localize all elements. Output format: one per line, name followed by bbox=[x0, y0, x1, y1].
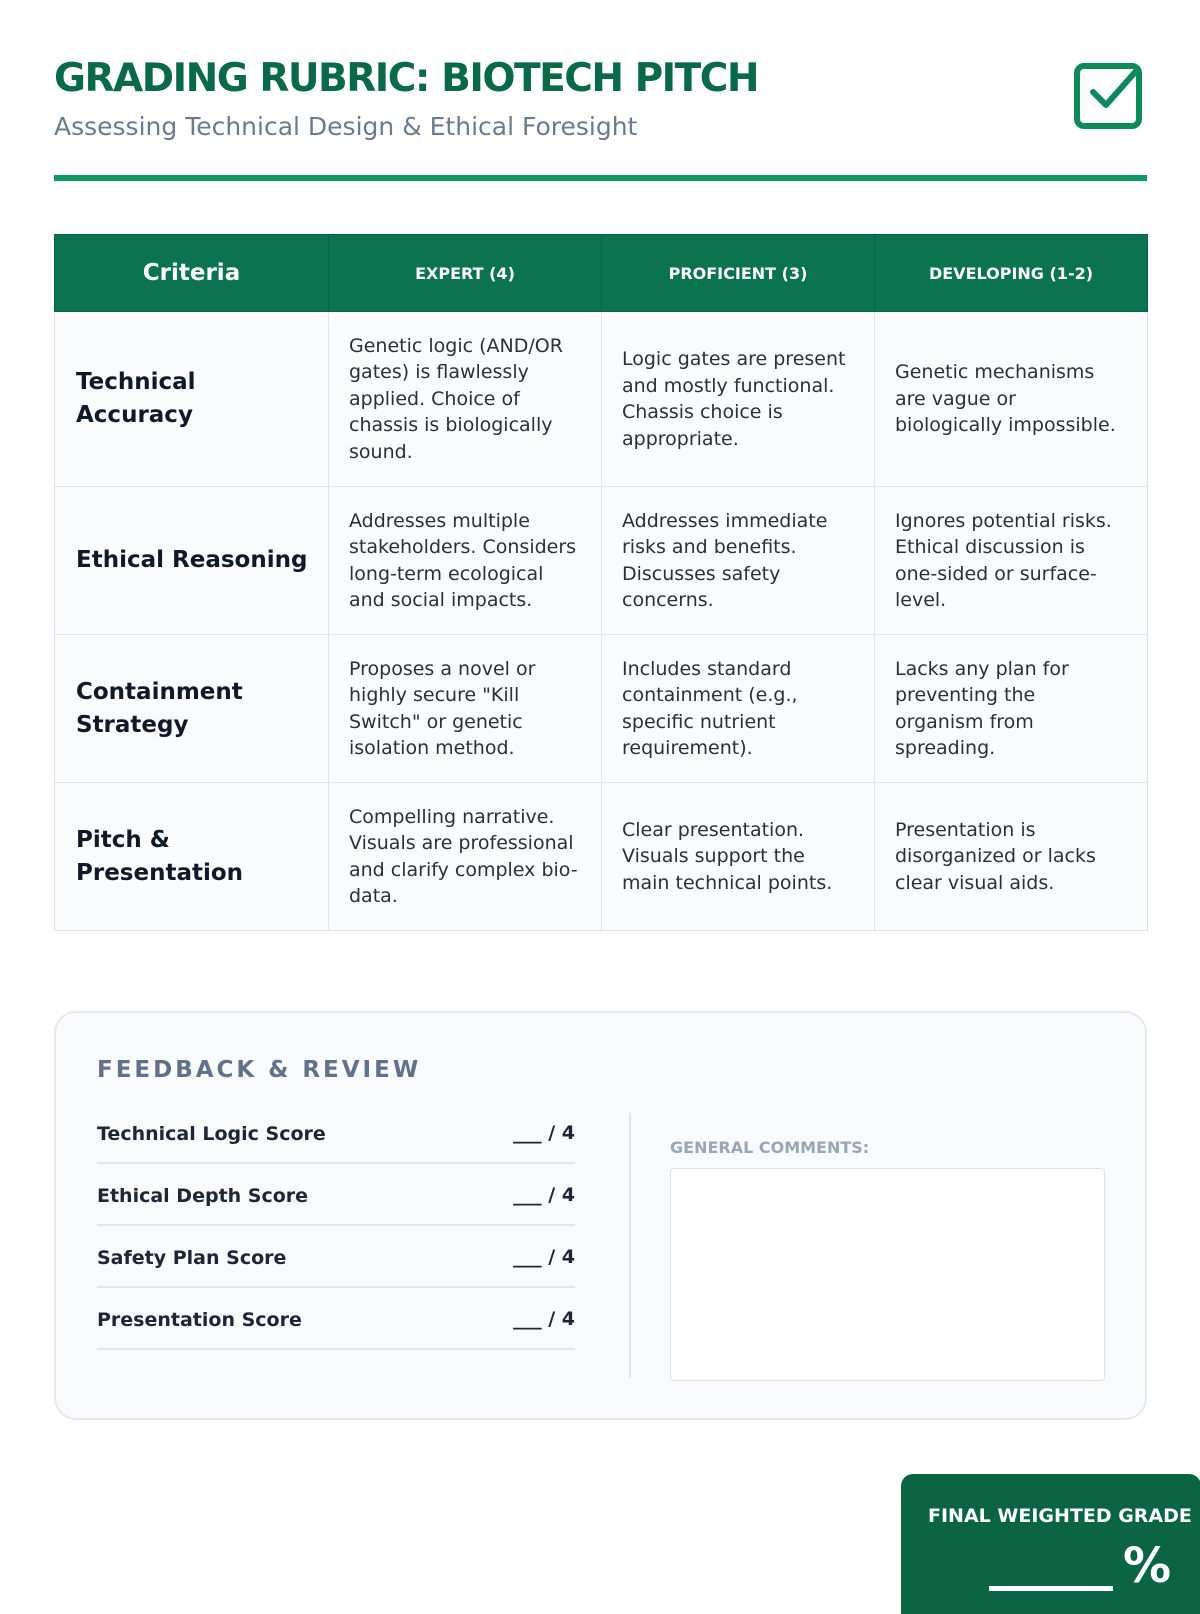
expert-cell: Addresses multiple stakeholders. Considers long-term ecological and social impacts. bbox=[329, 487, 602, 635]
score-value-field[interactable]: ___ / 4 bbox=[513, 1122, 575, 1144]
column-header-expert: EXPERT (4) bbox=[329, 235, 602, 312]
feedback-title: FEEDBACK & REVIEW bbox=[97, 1057, 422, 1083]
panel-divider bbox=[629, 1113, 631, 1378]
expert-cell: Proposes a novel or highly secure "Kill Switch" or genetic isolation method. bbox=[329, 635, 602, 783]
expert-cell: Compelling narrative. Visuals are professional and clarify complex bio-data. bbox=[329, 783, 602, 931]
final-grade-box bbox=[901, 1474, 1200, 1614]
page-header bbox=[54, 0, 1147, 181]
score-label: Ethical Depth Score bbox=[97, 1185, 309, 1207]
score-row-ethical-depth bbox=[97, 1166, 575, 1226]
score-label: Technical Logic Score bbox=[97, 1123, 326, 1145]
proficient-cell: Clear presentation. Visuals support the main technical points. bbox=[602, 783, 875, 931]
score-row-presentation bbox=[97, 1290, 575, 1350]
developing-cell: Lacks any plan for preventing the organism from spreading. bbox=[875, 635, 1148, 783]
rubric-header-row bbox=[55, 235, 1148, 312]
score-row-safety-plan bbox=[97, 1228, 575, 1288]
page-title: GRADING RUBRIC: BIOTECH PITCH bbox=[54, 56, 759, 101]
percent-sign: % bbox=[1123, 1538, 1172, 1594]
page-subtitle: Assessing Technical Design & Ethical Foresight bbox=[54, 112, 638, 141]
score-label: Presentation Score bbox=[97, 1309, 302, 1331]
checkbox-icon bbox=[1073, 58, 1145, 130]
column-header-proficient: PROFICIENT (3) bbox=[602, 235, 875, 312]
feedback-panel bbox=[54, 1011, 1147, 1420]
proficient-cell: Logic gates are present and mostly functional. Chassis choice is appropriate. bbox=[602, 312, 875, 487]
rubric-row-pitch-presentation bbox=[55, 783, 1148, 931]
developing-cell: Genetic mechanisms are vague or biologically impossible. bbox=[875, 312, 1148, 487]
rubric-page bbox=[54, 0, 1192, 1594]
comments-label: GENERAL COMMENTS: bbox=[670, 1138, 870, 1157]
rubric-table bbox=[54, 234, 1148, 931]
score-row-technical-logic bbox=[97, 1104, 575, 1164]
final-grade-label: FINAL WEIGHTED GRADE bbox=[928, 1505, 1192, 1527]
score-label: Safety Plan Score bbox=[97, 1247, 287, 1269]
proficient-cell: Includes standard containment (e.g., specific nutrient requirement). bbox=[602, 635, 875, 783]
proficient-cell: Addresses immediate risks and benefits. Discusses safety concerns. bbox=[602, 487, 875, 635]
criteria-cell: Containment Strategy bbox=[55, 635, 329, 783]
comments-field[interactable] bbox=[670, 1168, 1105, 1381]
score-list bbox=[97, 1104, 575, 1352]
criteria-cell: Ethical Reasoning bbox=[55, 487, 329, 635]
score-value-field[interactable]: ___ / 4 bbox=[513, 1246, 575, 1268]
rubric-row-containment-strategy bbox=[55, 635, 1148, 783]
rubric-row-technical-accuracy bbox=[55, 312, 1148, 487]
rubric-row-ethical-reasoning bbox=[55, 487, 1148, 635]
criteria-cell: Pitch & Presentation bbox=[55, 783, 329, 931]
final-grade-blank-field[interactable] bbox=[989, 1586, 1113, 1591]
score-value-field[interactable]: ___ / 4 bbox=[513, 1184, 575, 1206]
column-header-criteria: Criteria bbox=[55, 235, 329, 312]
score-value-field[interactable]: ___ / 4 bbox=[513, 1308, 575, 1330]
column-header-developing: DEVELOPING (1-2) bbox=[875, 235, 1148, 312]
developing-cell: Ignores potential risks. Ethical discussion is one-sided or surface-level. bbox=[875, 487, 1148, 635]
criteria-cell: Technical Accuracy bbox=[55, 312, 329, 487]
expert-cell: Genetic logic (AND/OR gates) is flawlessly applied. Choice of chassis is biologically sound. bbox=[329, 312, 602, 487]
developing-cell: Presentation is disorganized or lacks clear visual aids. bbox=[875, 783, 1148, 931]
